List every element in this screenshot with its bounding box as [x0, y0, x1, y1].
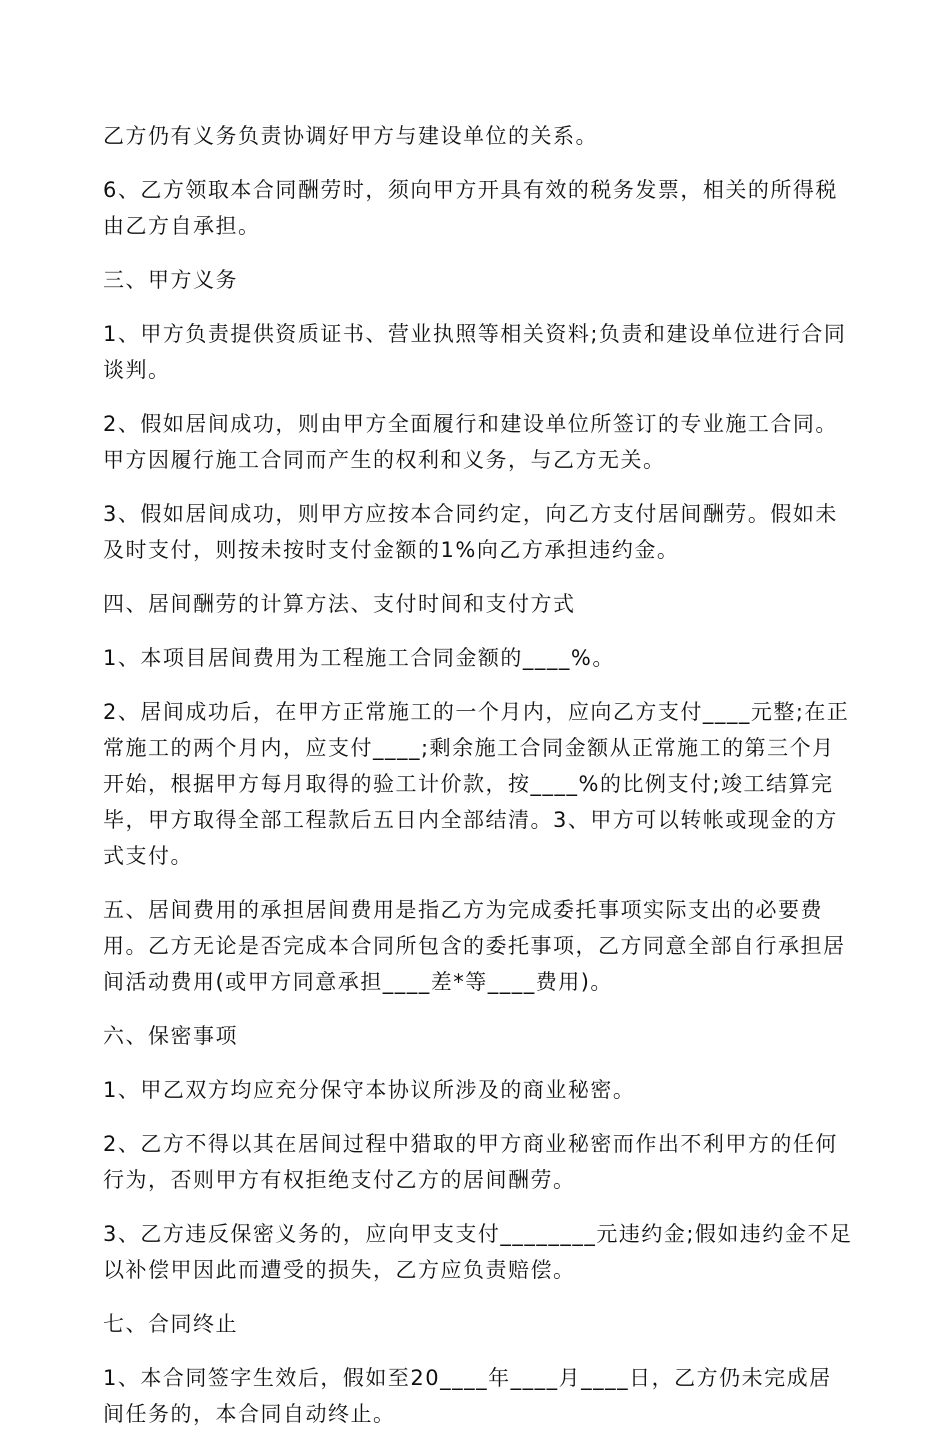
paragraph-confidentiality-2: 2、乙方不得以其在居间过程中猎取的甲方商业秘密而作出不利甲方的任何行为，否则甲方有权拒绝支付乙方的居间酬劳。	[103, 1132, 838, 1192]
paragraph-party-a-2: 2、假如居间成功，则由甲方全面履行和建设单位所签订的专业施工合同。甲方因履行施工合同而产生的权利和义务，与乙方无关。	[103, 412, 838, 472]
paragraph-expenses: 五、居间费用的承担居间费用是指乙方为完成委托事项实际支出的必要费用。乙方无论是否完成本合同所包含的委托事项，乙方同意全部自行承担居间活动费用(或甲方同意承担____差*等____费用)。	[103, 898, 846, 994]
section-heading-termination: 七、合同终止	[103, 1312, 238, 1336]
paragraph-confidentiality-1: 1、甲乙双方均应充分保守本协议所涉及的商业秘密。	[103, 1078, 636, 1102]
paragraph-remuneration-2: 2、居间成功后，在甲方正常施工的一个月内，应向乙方支付____元整;在正常施工的两个月内，应支付____;剩余施工合同金额从正常施工的第三个月开始，根据甲方每月取得的验工计价款，按____%的比例支付;竣工结算完毕，甲方取得全部工程款后五日内全部结清。3、甲方可以转帐或现金的方式支付。	[103, 700, 850, 868]
paragraph-party-a-3: 3、假如居间成功，则甲方应按本合同约定，向乙方支付居间酬劳。假如未及时支付，则按未按时支付金额的1%向乙方承担违约金。	[103, 502, 838, 562]
paragraph-clause-6: 6、乙方领取本合同酬劳时，须向甲方开具有效的税务发票，相关的所得税由乙方自承担。	[103, 178, 838, 238]
section-heading-party-a-duties: 三、甲方义务	[103, 268, 238, 292]
paragraph-party-a-1: 1、甲方负责提供资质证书、营业执照等相关资料;负责和建设单位进行合同谈判。	[103, 322, 847, 382]
paragraph-confidentiality-3: 3、乙方违反保密义务的，应向甲支支付________元违约金;假如违约金不足以补偿甲因此而遭受的损失，乙方应负责赔偿。	[103, 1222, 853, 1282]
paragraph-intro: 乙方仍有义务负责协调好甲方与建设单位的关系。	[103, 124, 598, 148]
paragraph-termination-1: 1、本合同签字生效后，假如至20____年____月____日，乙方仍未完成居间任务的，本合同自动终止。	[103, 1366, 832, 1426]
paragraph-remuneration-1: 1、本项目居间费用为工程施工合同金额的____%。	[103, 646, 615, 670]
document-body	[103, 118, 853, 1450]
section-heading-confidentiality: 六、保密事项	[103, 1024, 238, 1048]
section-heading-remuneration: 四、居间酬劳的计算方法、支付时间和支付方式	[103, 592, 576, 616]
